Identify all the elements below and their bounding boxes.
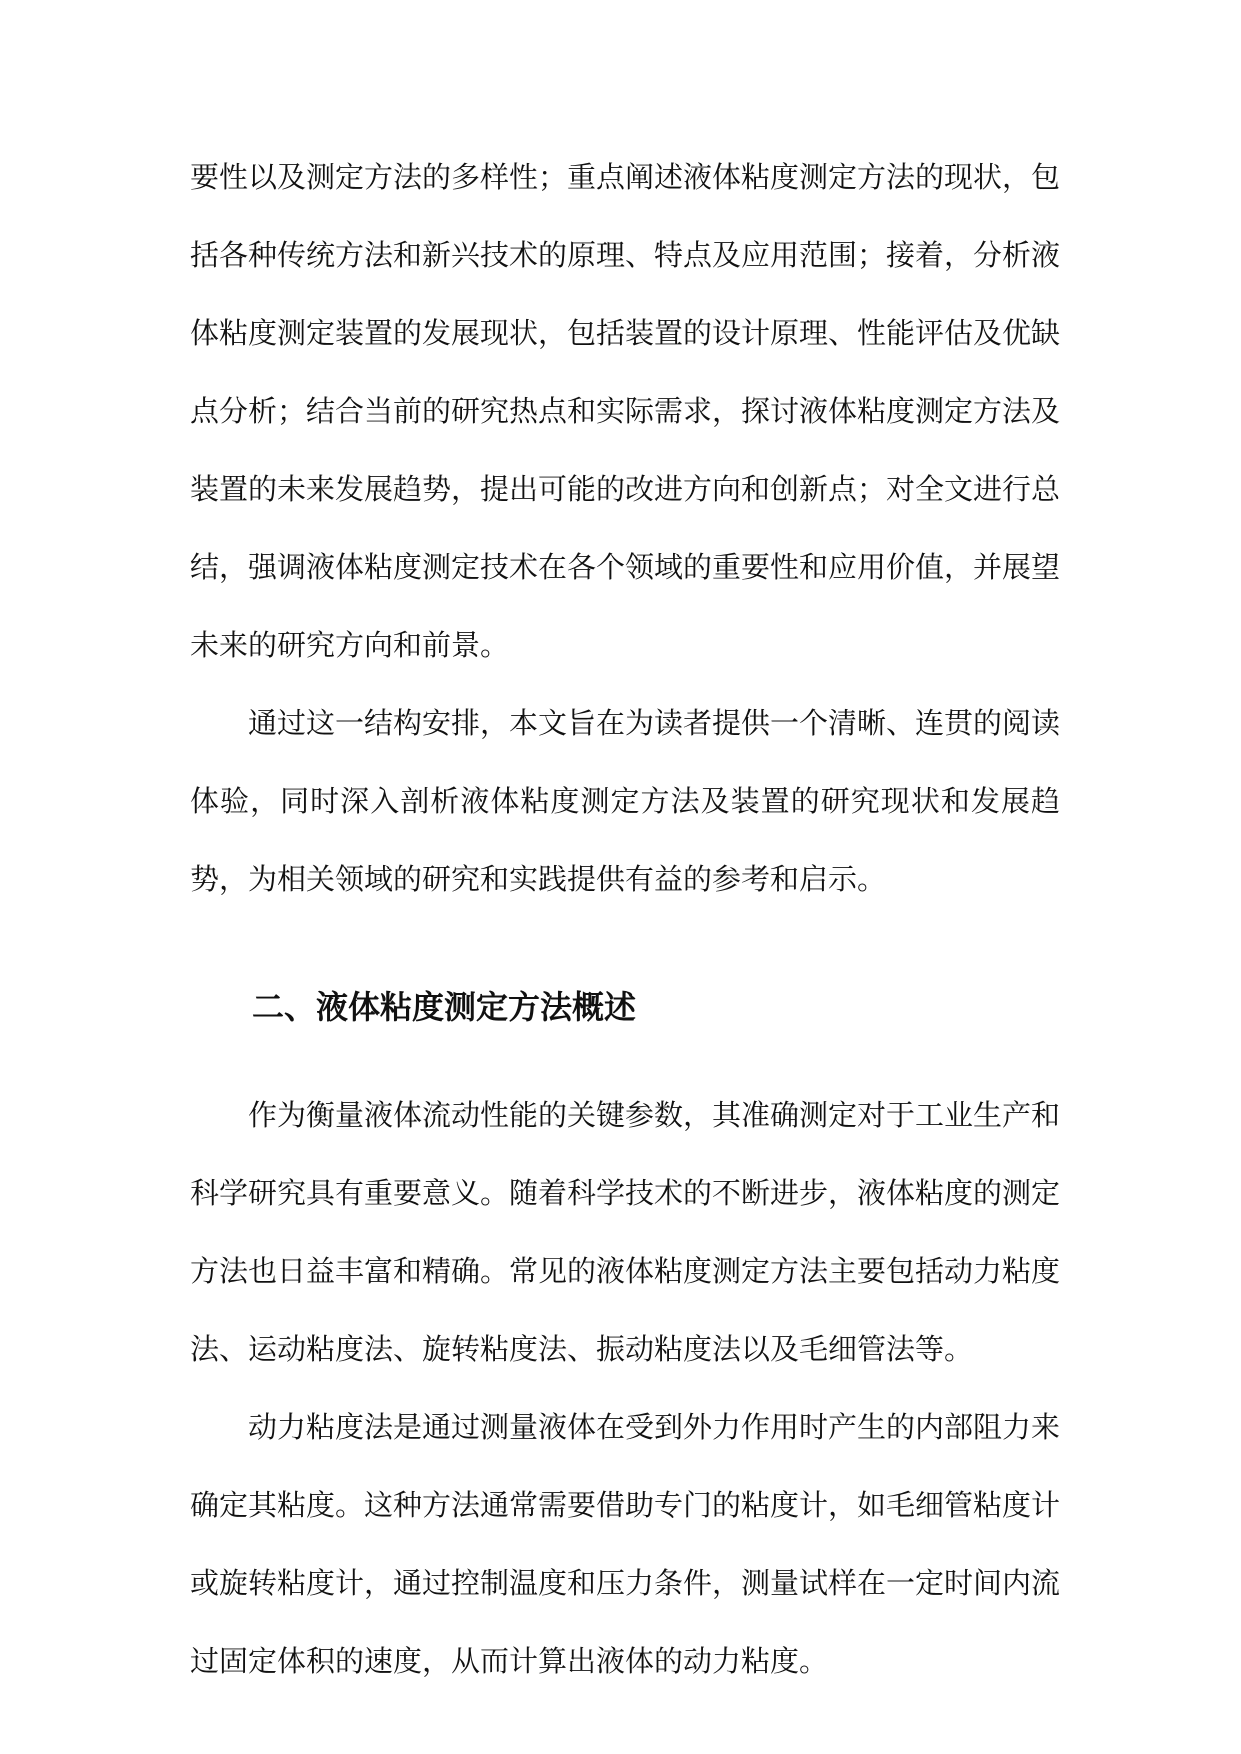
paragraph-continued: 要性以及测定方法的多样性；重点阐述液体粘度测定方法的现状，包括各种传统方法和新兴技术的原理、特点及应用范围；接着，分析液体粘度测定装置的发展现状，包括装置的设计原理、性能评估及优缺点分析；结合当前的研究热点和实际需求，探讨液体粘度测定方法及装置的未来发展趋势，提出可能的改进方向和创新点；对全文进行总结，强调液体粘度测定技术在各个领域的重要性和应用价值，并展望未来的研究方向和前景。 [190, 160, 1061, 662]
section-heading: 二、液体粘度测定方法概述 [252, 988, 637, 1026]
paragraph-dynamic-viscosity: 动力粘度法是通过测量液体在受到外力作用时产生的内部阻力来确定其粘度。这种方法通常需要借助专门的粘度计，如毛细管粘度计或旋转粘度计，通过控制温度和压力条件，测量试样在一定时间内流过固定体积的速度，从而计算出液体的动力粘度。 [190, 1410, 1061, 1678]
document-body [190, 138, 1060, 1700]
paragraph-structure-summary: 通过这一结构安排，本文旨在为读者提供一个清晰、连贯的阅读体验，同时深入剖析液体粘度测定方法及装置的研究现状和发展趋势，为相关领域的研究和实践提供有益的参考和启示。 [190, 706, 1061, 896]
paragraph-overview: 作为衡量液体流动性能的关键参数，其准确测定对于工业生产和科学研究具有重要意义。随着科学技术的不断进步，液体粘度的测定方法也日益丰富和精确。常见的液体粘度测定方法主要包括动力粘度法、运动粘度法、旋转粘度法、振动粘度法以及毛细管法等。 [190, 1098, 1061, 1366]
